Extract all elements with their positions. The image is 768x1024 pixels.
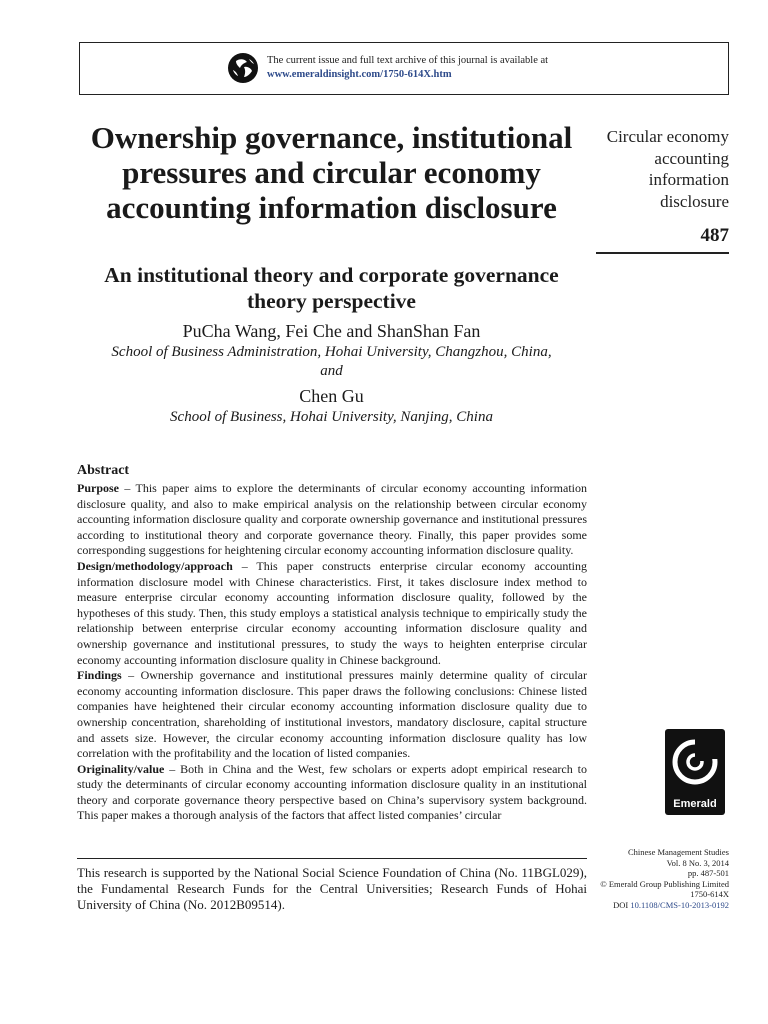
journal-volume: Vol. 8 No. 3, 2014	[666, 857, 729, 868]
originality-text: – Both in China and the West, few scholars or experts adopt empirical research to study the determinants of circular economy accounting information disclosure quality in an institutional theory and corporate governance theory perspective based on China’s supervisory system background. This paper makes a thorough analysis of the factors that affect listed companies’ circular	[77, 761, 587, 823]
journal-issn: 1750-614X	[690, 889, 729, 900]
purpose-label: Purpose	[77, 481, 119, 495]
emerald-logo	[665, 729, 725, 815]
running-title: Circular economy accounting information disclosure	[606, 127, 729, 211]
logo-text: Emerald	[673, 798, 717, 810]
header-line: The current issue and full text archive of this journal is available at	[267, 55, 549, 66]
abstract-design	[77, 559, 587, 668]
funding-note: This research is supported by the National Social Science Foundation of China (No. 11BGL029), the Fundamental Research Funds for the Central Universities; Research Funds of Hohai University of China (No. 2012B09514).	[77, 865, 587, 912]
journal-header-box	[79, 42, 729, 95]
abstract-section	[77, 462, 587, 824]
journal-copyright: © Emerald Group Publishing Limited	[600, 878, 729, 889]
side-divider	[596, 252, 729, 254]
journal-info	[596, 847, 729, 911]
findings-label: Findings	[77, 668, 122, 683]
paper-title: Ownership governance, institutional pressures and circular economy accounting information disclosure	[90, 120, 573, 225]
journal-doi	[596, 900, 729, 911]
findings-text: – Ownership governance and institutional pressures mainly determine quality of circular economy accounting information disclosure. This paper draws the following conclusions: Chinese listed companies have heightened their circular economy accounting information disclosure quality due to ownership concentration, shareholding of institutional investors, mandatory disclosure, capital structure and assets size. However, the circular economy accounting information disclosure quality has low correlation with the profitability and the location of listed companies.	[77, 668, 587, 761]
author-2: Chen Gu	[299, 386, 364, 406]
page-number: 487	[700, 225, 729, 246]
purpose-text: – This paper aims to explore the determinants of circular economy accounting information disclosure quality, and also to make empirical analysis on the relationship between circular economy accounting information disclosure quality and corporate ownership governance and institutional pressures according to institutional theory and corporate governance theory. Finally, this paper provides some corresponding suggestions for heightening circular economy accounting information disclosure quality.	[77, 481, 587, 558]
affiliation-1-text: School of Business Administration, Hohai University, Changzhou, China,	[111, 344, 552, 360]
journal-pages: pp. 487-501	[687, 868, 729, 879]
globe-icon	[227, 52, 259, 84]
affiliation-1	[79, 343, 584, 381]
abstract-purpose	[77, 481, 587, 559]
paper-subtitle: An institutional theory and corporate governance theory perspective	[104, 263, 559, 313]
design-text: – This paper constructs enterprise circular economy accounting information disclosure model with Chinese characteristics. First, it takes disclosure index method to measure enterprise circular economy accounting information disclosure quality, followed by the hypotheses of this study. Then, this study employs a statistical analysis technique to empirically study the relationship between enterprise circular economy accounting information disclosure quality and ownership governance and institutional pressures, to study the ways to heighten enterprise circular economy accounting information disclosure quality in Chinese background.	[77, 558, 587, 667]
journal-name: Chinese Management Studies	[627, 847, 729, 857]
abstract-heading: Abstract	[77, 463, 130, 478]
header-text	[267, 54, 548, 82]
doi-label: DOI	[613, 899, 629, 910]
affiliation-2: School of Business, Hohai University, Nanjing, China	[170, 409, 493, 425]
abstract-findings	[77, 668, 587, 762]
originality-label: Originality/value	[77, 761, 165, 776]
affiliation-and: and	[320, 363, 343, 379]
footnote-divider	[77, 858, 587, 859]
journal-url-link[interactable]: www.emeraldinsight.com/1750-614X.htm	[267, 69, 452, 80]
doi-link[interactable]: 10.1108/CMS-10-2013-0192	[630, 899, 729, 910]
design-label: Design/methodology/approach	[77, 558, 233, 573]
author-list: PuCha Wang, Fei Che and ShanShan Fan	[182, 321, 481, 341]
abstract-originality	[77, 762, 587, 824]
